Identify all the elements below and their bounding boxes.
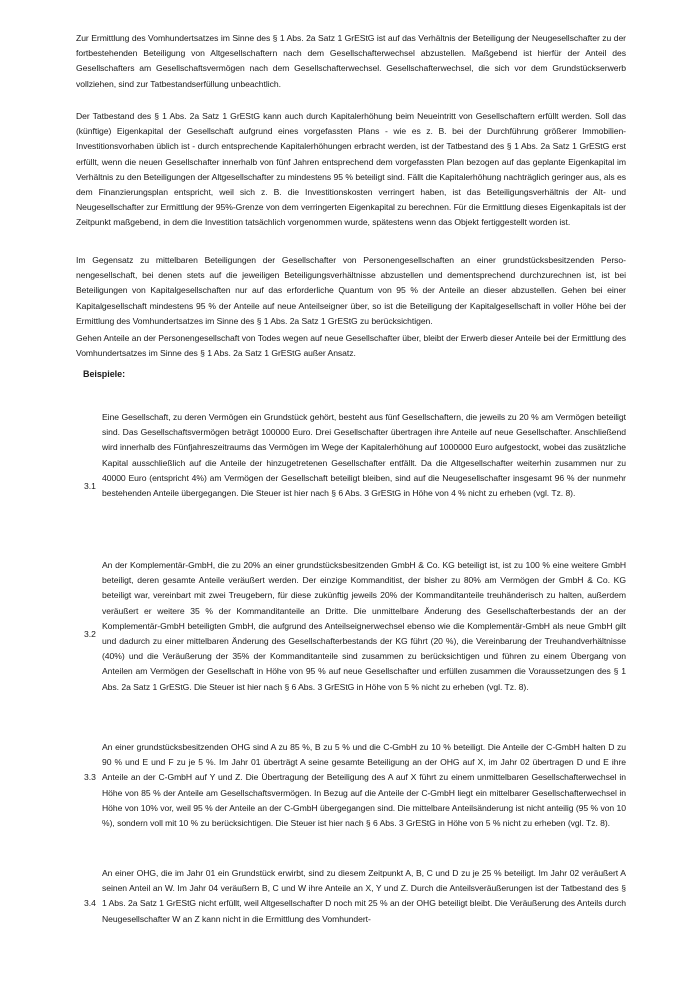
examples-heading: Beispiele: <box>83 369 126 379</box>
example-text: Eine Gesellschaft, zu deren Vermögen ein Grundstück gehört, besteht aus fünf Gesellschaftern, die jeweils zu 20 % am Vermögen beteiligt sind. Das Gesellschaftsvermögen beträgt 100000 Euro. Drei Gesellschafter übertragen ihre Anteile auf neue Gesellschafter. Anschließend wird innerhalb des Fünfjahreszeitraums das Vermögen im Wege der Kapitalerhöhung auf 1000000 Euro aufgestockt, wobei das zusätzliche Kapital ausschließlich auf die Anteile der hinzugetretenen Gesellschafter entfällt. Da die Altgesellschafter weiterhin zusammen nur zu 40000 Euro (entspricht 4%) am Vermögen der Gesellschaft beteiligt bleiben, sind auf die Neugesellschafter insgesamt 96 % der nunmehr bestehenden Anteile übergegangen. Die Steuer ist hier nach § 6 Abs. 3 GrEStG in Höhe von 4 % nicht zu erheben (vgl. Tz. 8). <box>102 412 626 499</box>
example-text: An einer grundstücksbesitzenden OHG sind A zu 85 %, B zu 5 % und die C-GmbH zu 10 % beteiligt. Die Anteile der C-GmbH halten D zu 90 % und E und F zu je 5 %. Im Jahr 01 überträgt A seine gesamte Beteiligung an der OHG auf X, im Jahr 02 übertragen D und E ihre Anteile an der C-GmbH auf Y und Z. Die Übertragung der Beteiligung des A auf X führt zu einem unmittelbaren Gesellschafterwechsel in Höhe von 85 % der Anteile am Gesellschaftsvermögen. In Bezug auf die Anteile der C-GmbH liegt ein mittelbarer Gesellschafterwechsel in Höhe von 10% vor, weil 95 % der Anteile an der C-GmbH übergegangen sind. Die mittelbare Anteilsänderung ist nicht anteilig (95 % von 10 %), sondern voll mit 10 % zu berücksichtigen. Die Steuer ist hier nach § 6 Abs. 3 GrEStG in Höhe von 5 % nicht zu erheben (vgl. Tz. 8). <box>102 742 626 829</box>
paragraph-kapitalerhoehung: Der Tatbestand des § 1 Abs. 2a Satz 1 GrEStG kann auch durch Kapitalerhöhung beim Neueintritt von Gesellschaftern erfüllt werden. Soll das (künftige) Eigenkapital der Gesellschaft aufgrund eines vorgefassten Plans - wie es z. B. bei der Durchführung größerer Immobilien-Investitionsvorhaben üblich ist - durch entsprechende Kapitalerhöhungen erbracht werden, ist der Tatbestand des § 1 Abs. 2a Satz 1 GrEStG erst erfüllt, wenn die neuen Gesellschafter innerhalb von fünf Jahren entsprechend dem vorgefassten Plan bezogen auf das geplante Eigenkapital im Verhältnis zu den Beteiligungen der Altgesellschafter zu mindestens 95 % beteiligt sind. Fällt die Kapitalerhöhung nachträglich geringer aus, als es dem Finanzierungsplan entspricht, weil sich z. B. die Investitionskosten verringert haben, ist das Beteiligungsverhältnis der Alt- und Neugesellschafter zur Ermittlung der 95%-Grenze von dem verringerten Eigenkapital zu berechnen. Für die Ermittlung dieses Eigenkapitals ist der Zeitpunkt maßgebend, in dem die Investition tatsächlich vorgenommen wurde, spätestens wenn das Objekt fertiggestellt worden ist. <box>76 111 626 228</box>
example-3-3 <box>84 740 626 850</box>
example-3-2 <box>84 558 626 718</box>
example-3-1 <box>84 410 626 530</box>
example-number: 3.3 <box>84 772 96 782</box>
example-3-4 <box>84 866 626 928</box>
paragraph-vomhundertsatz: Zur Ermittlung des Vomhundertsatzes im Sinne des § 1 Abs. 2a Satz 1 GrEStG ist auf das Verhältnis der Beteiligung der Neugesellschafter zu der fortbestehenden Beteiligung von Altgesellschaftern nach dem Gesellschafterwechsel abzustellen. Maßgebend ist hierfür der Anteil des Gesellschafters am Gesellschaftsvermögen nach dem Gesellschafterwechsel. Gesellschafterwechsel, die sich vor dem Grundstückserwerb vollziehen, sind zur Tatbestandserfüllung unbeachtlich. <box>76 33 626 89</box>
paragraph-todes-wegen: Gehen Anteile an der Personengesellschaft von Todes wegen auf neue Gesellschafter über, bleibt der Erwerb dieser Anteile bei der Ermittlung des Vomhundertsatzes im Sinne des § 1 Abs. 2a Satz 1 GrEStG außer Ansatz. <box>76 333 626 359</box>
example-number: 3.2 <box>84 629 96 639</box>
paragraph-kapitalgesellschaften: Im Gegensatz zu mittelbaren Beteiligungen der Gesellschafter von Personengesellschaften an einer grundstücksbesitzenden Personengesellschaft, bei denen stets auf die jeweiligen Beteiligungsverhältnisse abzustellen und dementsprechend durchzurechnen ist, ist bei Beteiligungen von Kapitalgesellschaften nur auf das erforderliche Quantum von 95 % der Anteile an dieser abzustellen. Gehen bei einer Kapitalgesellschaft mindestens 95 % der Anteile auf neue Anteilseigner über, so ist die Beteiligung der Kapitalgesellschaft in voller Höhe bei der Ermittlung des Vomhundertsatzes im Sinne des § 1 Abs. 2a Satz 1 GrEStG zu berücksichtigen. <box>76 255 626 326</box>
example-text: An einer OHG, die im Jahr 01 ein Grundstück erwirbt, sind zu diesem Zeitpunkt A, B, C und D zu je 25 % beteiligt. Im Jahr 02 veräußert A seinen Anteil an W. Im Jahr 04 veräußern B, C und W ihre Anteile an X, Y und Z. Durch die Anteilsveräußerungen ist der Tatbestand des § 1 Abs. 2a Satz 1 GrEStG nicht erfüllt, weil Altgesellschafter D noch mit 25 % an der OHG beteiligt bleibt. Die Veräußerung des Anteils durch Neugesellschafter W an Z kann nicht in die Ermittlung des Vomhundert- <box>102 868 626 924</box>
example-number: 3.1 <box>84 481 96 491</box>
example-text: An der Komplementär-GmbH, die zu 20% an einer grundstücksbesitzenden GmbH & Co. KG beteiligt ist, ist zu 100 % eine weitere GmbH beteiligt, deren gesamte Anteile veräußert werden. Der einzige Kommanditist, der bisher zu 80% am Vermögen der GmbH & Co. KG beteiligt war, vereinbart mit zwei Treugebern, für diese zukünftig jeweils 20% der Kommanditanteile treuhänderisch zu halten, außerdem veräußert er weitere 35 % der Kommanditanteile an Dritte. Die unmittelbare Änderung des Gesellschafterbestands der an der Komplementär-GmbH beteiligten GmbH, die aufgrund des Anteilseignerwechsel ebenso wie die Komplementär-GmbH als neue GmbH gilt und dadurch zu einer mittelbaren Änderung des Gesellschafterbestands der KG führt (20 %), die Vereinbarung der Treuhandverhältnisse (40%) und die Veräußerung der 35% der Kommanditanteile sind zusammen zu berücksichtigen und führen zu einem Übergang von Anteilen am Vermögen der Gesellschaft in Höhe von 95 % auf neue Gesellschafter und erfüllen zusammen die Voraussetzungen des § 1 Abs. 2a Satz 1 GrEStG. Die Steuer ist hier nach § 6 Abs. 3 GrEStG in Höhe von 5 % nicht zu erheben (vgl. Tz. 8). <box>102 560 626 692</box>
example-number: 3.4 <box>84 898 96 908</box>
